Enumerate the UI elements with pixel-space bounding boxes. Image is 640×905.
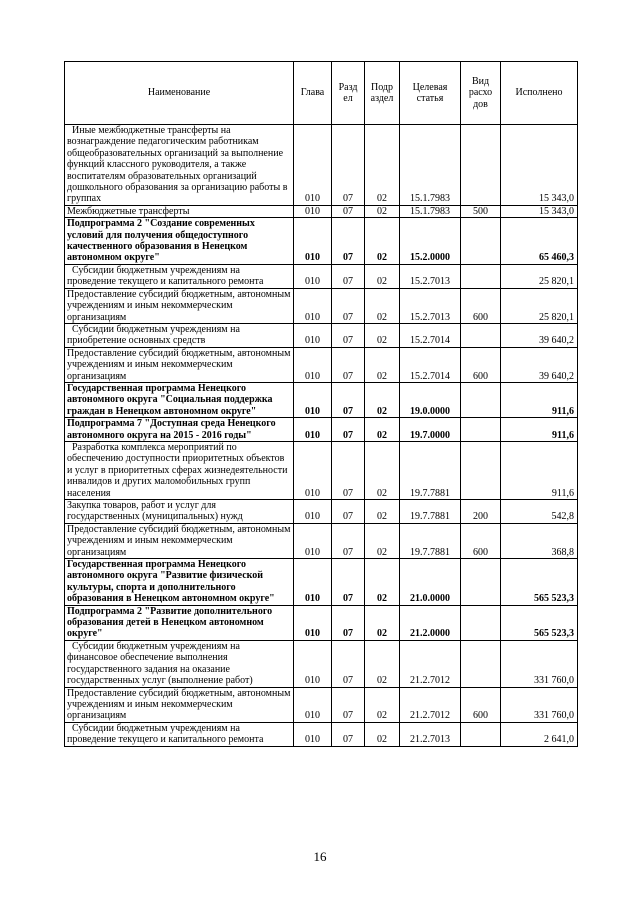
cell-value: 542,8 <box>501 500 578 524</box>
cell-value: 15 343,0 <box>501 205 578 217</box>
cell-name: Государственная программа Ненецкого автономного округа "Развитие физической культуры, спорта и дополнительного образования в Ненецком автономном округе" <box>65 559 294 606</box>
cell-value: 15 343,0 <box>501 125 578 206</box>
table-row <box>65 418 578 442</box>
cell-razdel: 07 <box>332 640 365 687</box>
cell-razdel: 07 <box>332 218 365 265</box>
cell-razdel: 07 <box>332 687 365 722</box>
cell-podrazdel: 02 <box>365 347 400 382</box>
cell-vid <box>461 218 501 265</box>
cell-podrazdel: 02 <box>365 441 400 499</box>
cell-razdel: 07 <box>332 441 365 499</box>
cell-value: 39 640,2 <box>501 323 578 347</box>
header-ispolneno: Исполнено <box>501 62 578 125</box>
table-row <box>65 559 578 606</box>
cell-glava: 010 <box>294 347 332 382</box>
cell-value: 368,8 <box>501 523 578 558</box>
cell-statya: 15.2.7013 <box>400 288 461 323</box>
cell-value: 331 760,0 <box>501 640 578 687</box>
cell-name: Разработка комплекса мероприятий по обеспечению доступности приоритетных объектов и услуг в приоритетных сферах жизнедеятельности инвалидов и других маломобильных групп населения <box>65 441 294 499</box>
cell-glava: 010 <box>294 205 332 217</box>
cell-statya: 19.7.7881 <box>400 523 461 558</box>
cell-name: Предоставление субсидий бюджетным, автономным учреждениям и иным некоммерческим организациям <box>65 347 294 382</box>
cell-razdel: 07 <box>332 418 365 442</box>
cell-razdel: 07 <box>332 523 365 558</box>
cell-razdel: 07 <box>332 264 365 288</box>
cell-podrazdel: 02 <box>365 288 400 323</box>
cell-statya: 21.2.7013 <box>400 722 461 746</box>
table-row <box>65 722 578 746</box>
cell-name: Предоставление субсидий бюджетным, автономным учреждениям и иным некоммерческим организациям <box>65 687 294 722</box>
cell-statya: 15.1.7983 <box>400 205 461 217</box>
cell-vid: 600 <box>461 523 501 558</box>
cell-glava: 010 <box>294 605 332 640</box>
table-row <box>65 288 578 323</box>
table-row <box>65 218 578 265</box>
cell-glava: 010 <box>294 323 332 347</box>
cell-razdel: 07 <box>332 722 365 746</box>
cell-vid <box>461 559 501 606</box>
header-statya: Целевая статья <box>400 62 461 125</box>
cell-glava: 010 <box>294 441 332 499</box>
cell-vid <box>461 125 501 206</box>
cell-name: Подпрограмма 2 "Создание современных условий для получения общедоступного качественного образования в Ненецком автономном округе" <box>65 218 294 265</box>
cell-name: Субсидии бюджетным учреждениям на приобретение основных средств <box>65 323 294 347</box>
header-glava: Глава <box>294 62 332 125</box>
cell-glava: 010 <box>294 640 332 687</box>
cell-name: Государственная программа Ненецкого автономного округа "Социальная поддержка граждан в Ненецком автономном округе" <box>65 382 294 417</box>
cell-name: Закупка товаров, работ и услуг для государственных (муниципальных) нужд <box>65 500 294 524</box>
cell-glava: 010 <box>294 382 332 417</box>
table-header-row <box>65 62 578 125</box>
cell-statya: 21.0.0000 <box>400 559 461 606</box>
table-row <box>65 205 578 217</box>
cell-glava: 010 <box>294 500 332 524</box>
table-row <box>65 441 578 499</box>
cell-podrazdel: 02 <box>365 205 400 217</box>
cell-statya: 15.2.7014 <box>400 347 461 382</box>
cell-name: Иные межбюджетные трансферты на вознаграждение педагогическим работникам общеобразовательных организаций за выполнение функций классного руководителя, а также воспитателям образовательных организаций дошкольного образования за организацию работы в группах <box>65 125 294 206</box>
cell-podrazdel: 02 <box>365 559 400 606</box>
cell-razdel: 07 <box>332 605 365 640</box>
cell-glava: 010 <box>294 288 332 323</box>
table-row <box>65 347 578 382</box>
cell-name: Предоставление субсидий бюджетным, автономным учреждениям и иным некоммерческим организациям <box>65 523 294 558</box>
cell-razdel: 07 <box>332 323 365 347</box>
cell-name: Субсидии бюджетным учреждениям на финансовое обеспечение выполнения государственного задания на оказание государственных услуг (выполнение работ) <box>65 640 294 687</box>
cell-podrazdel: 02 <box>365 500 400 524</box>
table-row <box>65 382 578 417</box>
header-razdel: Разд ел <box>332 62 365 125</box>
cell-glava: 010 <box>294 722 332 746</box>
cell-podrazdel: 02 <box>365 640 400 687</box>
cell-statya: 15.2.7013 <box>400 264 461 288</box>
cell-name: Подпрограмма 7 "Доступная среда Ненецкого автономного округа на 2015 - 2016 годы" <box>65 418 294 442</box>
cell-vid <box>461 605 501 640</box>
cell-vid <box>461 722 501 746</box>
cell-vid: 200 <box>461 500 501 524</box>
cell-value: 565 523,3 <box>501 559 578 606</box>
cell-value: 65 460,3 <box>501 218 578 265</box>
cell-vid <box>461 382 501 417</box>
cell-glava: 010 <box>294 264 332 288</box>
cell-value: 331 760,0 <box>501 687 578 722</box>
cell-razdel: 07 <box>332 559 365 606</box>
cell-razdel: 07 <box>332 500 365 524</box>
cell-value: 2 641,0 <box>501 722 578 746</box>
cell-vid <box>461 264 501 288</box>
cell-razdel: 07 <box>332 382 365 417</box>
cell-razdel: 07 <box>332 347 365 382</box>
cell-statya: 15.2.0000 <box>400 218 461 265</box>
cell-glava: 010 <box>294 418 332 442</box>
cell-podrazdel: 02 <box>365 218 400 265</box>
cell-podrazdel: 02 <box>365 264 400 288</box>
cell-podrazdel: 02 <box>365 605 400 640</box>
cell-podrazdel: 02 <box>365 125 400 206</box>
cell-name: Субсидии бюджетным учреждениям на проведение текущего и капитального ремонта <box>65 264 294 288</box>
cell-vid <box>461 323 501 347</box>
cell-vid <box>461 441 501 499</box>
cell-name: Подпрограмма 2 "Развитие дополнительного образования детей в Ненецком автономном округе" <box>65 605 294 640</box>
cell-name: Предоставление субсидий бюджетным, автономным учреждениям и иным некоммерческим организациям <box>65 288 294 323</box>
header-podrazdel: Подр аздел <box>365 62 400 125</box>
table-row <box>65 640 578 687</box>
cell-statya: 21.2.7012 <box>400 687 461 722</box>
cell-podrazdel: 02 <box>365 523 400 558</box>
cell-glava: 010 <box>294 125 332 206</box>
cell-razdel: 07 <box>332 205 365 217</box>
table-row <box>65 605 578 640</box>
table-row <box>65 500 578 524</box>
cell-razdel: 07 <box>332 288 365 323</box>
cell-value: 911,6 <box>501 441 578 499</box>
cell-name: Межбюджетные трансферты <box>65 205 294 217</box>
table-body <box>65 125 578 747</box>
cell-statya: 15.1.7983 <box>400 125 461 206</box>
cell-value: 39 640,2 <box>501 347 578 382</box>
table-row <box>65 523 578 558</box>
cell-glava: 010 <box>294 559 332 606</box>
cell-glava: 010 <box>294 523 332 558</box>
cell-statya: 19.7.7881 <box>400 500 461 524</box>
cell-value: 25 820,1 <box>501 264 578 288</box>
table-row <box>65 264 578 288</box>
header-vid: Вид расхо дов <box>461 62 501 125</box>
cell-vid: 600 <box>461 347 501 382</box>
table-row <box>65 125 578 206</box>
budget-table <box>64 61 578 747</box>
cell-statya: 21.2.7012 <box>400 640 461 687</box>
cell-value: 565 523,3 <box>501 605 578 640</box>
cell-razdel: 07 <box>332 125 365 206</box>
cell-vid: 600 <box>461 687 501 722</box>
cell-value: 25 820,1 <box>501 288 578 323</box>
table-row <box>65 323 578 347</box>
cell-value: 911,6 <box>501 382 578 417</box>
cell-vid: 600 <box>461 288 501 323</box>
cell-vid <box>461 640 501 687</box>
cell-podrazdel: 02 <box>365 323 400 347</box>
table-row <box>65 687 578 722</box>
cell-statya: 19.7.7881 <box>400 441 461 499</box>
cell-podrazdel: 02 <box>365 382 400 417</box>
cell-statya: 21.2.0000 <box>400 605 461 640</box>
cell-glava: 010 <box>294 687 332 722</box>
page-number: 16 <box>313 849 327 864</box>
cell-statya: 19.0.0000 <box>400 382 461 417</box>
cell-statya: 15.2.7014 <box>400 323 461 347</box>
cell-glava: 010 <box>294 218 332 265</box>
cell-value: 911,6 <box>501 418 578 442</box>
header-name: Наименование <box>65 62 294 125</box>
cell-vid: 500 <box>461 205 501 217</box>
cell-name: Субсидии бюджетным учреждениям на проведение текущего и капитального ремонта <box>65 722 294 746</box>
cell-podrazdel: 02 <box>365 687 400 722</box>
cell-podrazdel: 02 <box>365 418 400 442</box>
cell-statya: 19.7.0000 <box>400 418 461 442</box>
cell-vid <box>461 418 501 442</box>
cell-podrazdel: 02 <box>365 722 400 746</box>
